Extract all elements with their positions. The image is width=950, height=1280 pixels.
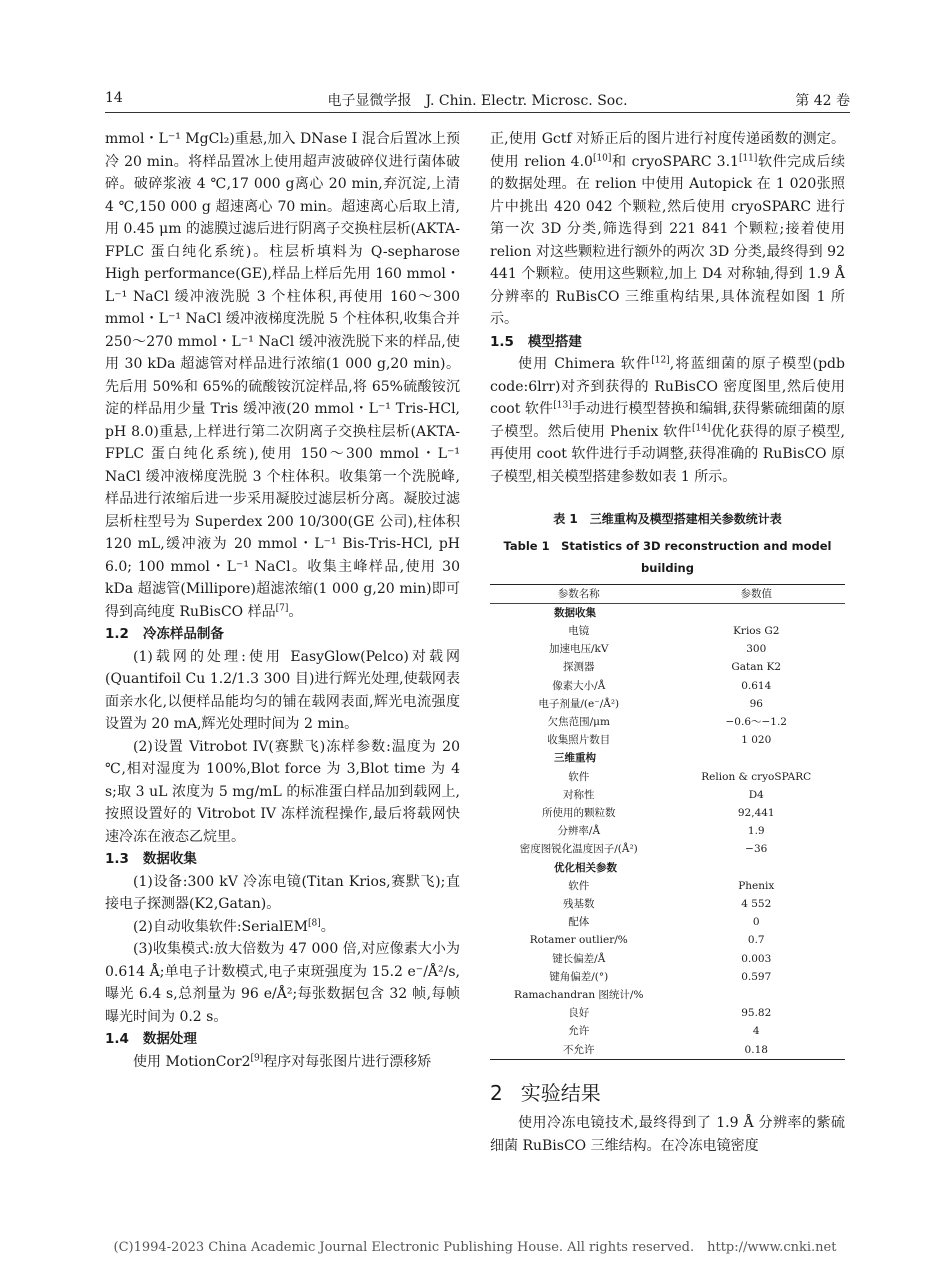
table-cell-name: 数据收集 [554, 606, 596, 619]
table-row [490, 1022, 845, 1040]
parameters-table [490, 584, 845, 1060]
table-row [490, 731, 845, 749]
table-cell-name: 密度图锐化温度因子/(Å²) [519, 843, 638, 856]
table-row [490, 1041, 845, 1060]
volume-label: 第 42 卷 [795, 93, 850, 109]
table-row [490, 768, 845, 786]
table-cell-value: 0.18 [744, 1043, 768, 1056]
table-cell-value: 1 020 [741, 734, 772, 747]
table-cell-value: 0.003 [741, 952, 772, 965]
table-caption-en: Table 1 Statistics of 3D reconstruction and model building [503, 538, 832, 575]
table-cell-name: 欠焦范围/μm [547, 715, 610, 728]
citation-10[interactable]: [10] [592, 152, 612, 163]
table-row [490, 622, 845, 640]
table-header-name: 参数名称 [490, 584, 668, 603]
table-cell-value [668, 859, 846, 877]
table-header-row [490, 584, 845, 603]
citation-7[interactable]: [7] [275, 602, 289, 613]
table-cell-name: 对称性 [563, 788, 595, 801]
table-cell-name: 电镜 [568, 624, 590, 637]
table-row [490, 1004, 845, 1022]
table-cell-value: Phenix [738, 879, 775, 892]
table-cell-value: 1.9 [747, 825, 765, 838]
page-number: 14 [105, 90, 123, 106]
table-cell-value [668, 603, 846, 622]
citation-11[interactable]: [11] [738, 152, 758, 163]
paragraph-processing-cont: 正,使用 Gctf 对矫正后的图片进行衬度传递函数的测定。使用 relion 4.0[10]和 cryoSPARC 3.1[11]软件完成后续的数据处理。在 relion 中使用 Autopick 在 1 020张照片中挑出 420 042 个颗粒,然后使用 cryoSPARC 进行第一次 3D 分类,筛选得到 221 841 个颗粒;接着使用 relion 对这些颗粒进行额外的两次 3D 分类,最终得到 92 441 个颗粒。使用这些颗粒,加上 D4 对称轴,得到 1.9 Å 分辨率的 RuBisCO 三维重构结果,具体流程如图 1 所示。 [490, 131, 846, 327]
table-cell-name: 所使用的颗粒数 [542, 806, 616, 819]
table-cell-value: 95.82 [741, 1007, 772, 1020]
table-cell-name: 软件 [568, 879, 590, 892]
table-cell-value: D4 [748, 788, 764, 801]
table-row [490, 804, 845, 822]
table-cell-value: 0.7 [747, 934, 765, 947]
table-row [490, 968, 845, 986]
section-2-heading: 2 实验结果 [490, 1080, 601, 1105]
table-cell-value: Krios G2 [733, 624, 780, 637]
table-cell-name: Ramachandran 图统计/% [514, 988, 644, 1001]
paragraph-equipment: (1)设备:300 kV 冷冻电镜(Titan Krios,赛默飞);直接电子探测器(K2,Gatan)。 [105, 873, 460, 912]
section-1-4-heading: 1.4 数据处理 [105, 1031, 197, 1047]
table-cell-name: 残基数 [563, 897, 595, 910]
table-cell-name: 分辨率/Å [557, 825, 601, 838]
table-group-row [490, 859, 845, 877]
paragraph-processing-start: 使用 MotionCor2[9]程序对每张图片进行漂移矫 [133, 1052, 432, 1070]
paragraph-collection-mode: (3)收集模式:放大倍数为 47 000 倍,对应像素大小为 0.614 Å;单电子计数模式,电子束斑强度为 15.2 e⁻/Å²/s,曝光 6.4 s,总剂量为 96 e/Å²;每张数据包含 32 帧,每帧曝光时间为 0.2 s。 [105, 941, 460, 1025]
table-caption-cn: 表 1 三维重构及模型搭建相关参数统计表 [553, 512, 782, 526]
table-cell-name: 配体 [568, 916, 590, 929]
table-cell-name: 三维重构 [554, 752, 596, 765]
table-cell-value: Relion & cryoSPARC [701, 770, 812, 783]
table-cell-name: 允许 [568, 1025, 590, 1038]
table-header-value: 参数值 [668, 584, 846, 603]
table-row [490, 786, 845, 804]
section-1-3-heading: 1.3 数据收集 [105, 851, 197, 867]
table-cell-name: Rotamer outlier/% [529, 934, 628, 947]
table-row [490, 677, 845, 695]
copyright-footer: (C)1994-2023 China Academic Journal Electronic Publishing House. All rights reserved. http://www.cnki.net [113, 1240, 837, 1255]
table-cell-value [668, 749, 846, 767]
paragraph-purification: mmol・L⁻¹ MgCl₂)重悬,加入 DNase I 混合后置冰上预冷 20 min。将样品置冰上使用超声波破碎仪进行菌体破碎。破碎浆液 4 ℃,17 000 g离心 20 min,弃沉淀,上清 4 ℃,150 000 g 超速离心 70 min。超速离心后取上清,用 0.45 μm 的滤膜过滤后进行阴离子交换柱层析(AKTA-FPLC 蛋白纯化系统)。柱层析填料为 Q-sepharose High performance(GE),样品上样后先用 160 mmol・L⁻¹ NaCl 缓冲液洗脱 3 个柱体积,再使用 160～300 mmol・L⁻¹ NaCl 缓冲液梯度洗脱 5 个柱体积,收集合并 250～270 mmol・L⁻¹ NaCl 缓冲液洗脱下来的样品,使用 30 kDa 超滤管对样品进行浓缩(1 000 g,20 min)。先后用 50%和 65%的硫酸铵沉淀样品,将 65%硫酸铵沉淀的样品用少量 Tris 缓冲液(20 mmol・L⁻¹ Tris-HCl, pH 8.0)重悬,上样进行第二次阴离子交换柱层析(AKTA-FPLC 蛋白纯化系统),使用 150～300 mmol・L⁻¹ NaCl 缓冲液梯度洗脱 3 个柱体积。收集第一个洗脱峰,样品进行浓缩后进一步采用凝胶过滤层析分离。凝胶过滤层析柱型号为 Superdex 200 10/300(GE 公司),柱体积 120 mL,缓冲液为 20 mmol・L⁻¹ Bis-Tris-HCl, pH 6.0; 100 mmol・L⁻¹ NaCl。收集主峰样品,使用 30 kDa 超滤管(Millipore)超滤浓缩(1 000 g,20 min)即可得到高纯度 RuBisCO 样品[7]。 [105, 131, 460, 620]
citation-12[interactable]: [12] [651, 355, 670, 366]
table-cell-name: 不允许 [563, 1043, 595, 1056]
table-row [490, 986, 845, 1004]
table-row [490, 913, 845, 931]
table-group-row [490, 603, 845, 622]
citation-13[interactable]: [13] [553, 400, 572, 411]
citation-9[interactable]: [9] [250, 1052, 264, 1063]
table-row [490, 640, 845, 658]
table-cell-name: 键长偏差/Å [552, 952, 606, 965]
table-cell-name: 收集照片数目 [547, 734, 611, 747]
table-cell-value: 0.614 [741, 679, 772, 692]
table-cell-value: 92,441 [737, 806, 775, 819]
table-cell-value: Gatan K2 [731, 661, 782, 674]
table-row [490, 877, 845, 895]
table-cell-value: −36 [745, 843, 768, 856]
table-cell-name: 加速电压/kV [549, 643, 609, 656]
paragraph-results: 使用冷冻电镜技术,最终得到了 1.9 Å 分辨率的紫硫细菌 RuBisCO 三维结构。在冷冻电镜密度 [490, 1115, 845, 1154]
citation-14[interactable]: [14] [691, 422, 711, 433]
table-cell-name: 良好 [568, 1007, 590, 1020]
paragraph-vitrobot: (2)设置 Vitrobot IV(赛默飞)冻样参数:温度为 20 ℃,相对湿度为 100%,Blot force 为 3,Blot time 为 4 s;取 3 uL 浓度为 5 mg/mL 的标准蛋白样品加到载网上,按照设置好的 Vitrobot IV 冻样流程操作,最后将载网快速冷冻在液态乙烷里。 [105, 738, 460, 845]
table-cell-name: 优化相关参数 [554, 861, 617, 874]
left-column [105, 128, 460, 1073]
paragraph-software: (2)自动收集软件:SerialEM[8]。 [133, 917, 335, 935]
table-cell-value: −0.6～−1.2 [725, 715, 787, 728]
section-1-5-heading: 1.5 模型搭建 [490, 333, 582, 350]
table-cell-value: 96 [749, 697, 763, 710]
section-1-2-heading: 1.2 冷冻样品制备 [105, 626, 224, 642]
table-group-row [490, 749, 845, 767]
table-cell-name: 软件 [568, 770, 590, 783]
table-row [490, 931, 845, 949]
paragraph-model-building: 使用 Chimera 软件[12],将蓝细菌的原子模型(pdb code:6lrr)对齐到获得的 RuBisCO 密度图里,然后使用 coot 软件[13]手动进行模型替换和编辑,获得紫硫细菌的原子模型。然后使用 Phenix 软件[14]优化获得的原子模型,再使用 coot 软件进行手动调整,获得准确的 RuBisCO 原子模型,相关模型搭建参数如表 1 所示。 [490, 355, 845, 485]
table-row [490, 658, 845, 676]
table-cell-name: 探测器 [563, 661, 595, 674]
right-column [490, 128, 845, 1157]
table-row [490, 713, 845, 731]
table-row [490, 895, 845, 913]
table-cell-value: 4 552 [741, 897, 772, 910]
table-row [490, 695, 845, 713]
citation-8[interactable]: [8] [307, 917, 321, 928]
table-cell-name: 键角偏差/(°) [549, 970, 609, 983]
table-cell-name: 像素大小/Å [552, 679, 606, 692]
table-cell-value [668, 986, 846, 1004]
table-cell-value: 0 [752, 916, 760, 929]
running-header [105, 86, 850, 113]
journal-name: 电子显微学报 J. Chin. Electr. Microsc. Soc. [327, 93, 628, 109]
table-cell-value: 300 [746, 643, 767, 656]
table-cell-value: 4 [752, 1025, 760, 1038]
table-cell-name: 电子剂量/(e⁻/Å²) [538, 697, 620, 710]
table-cell-value: 0.597 [741, 970, 772, 983]
paragraph-grid-treatment: (1)载网的处理:使用 EasyGlow(Pelco)对载网(Quantifoil Cu 1.2/1.3 300 目)进行辉光处理,使载网表面亲水化,以便样品能均匀的铺在载网表面,辉光电流强度设置为 20 mA,辉光处理时间为 2 min。 [105, 648, 460, 732]
table-row [490, 950, 845, 968]
table-row [490, 840, 845, 858]
table-row [490, 822, 845, 840]
